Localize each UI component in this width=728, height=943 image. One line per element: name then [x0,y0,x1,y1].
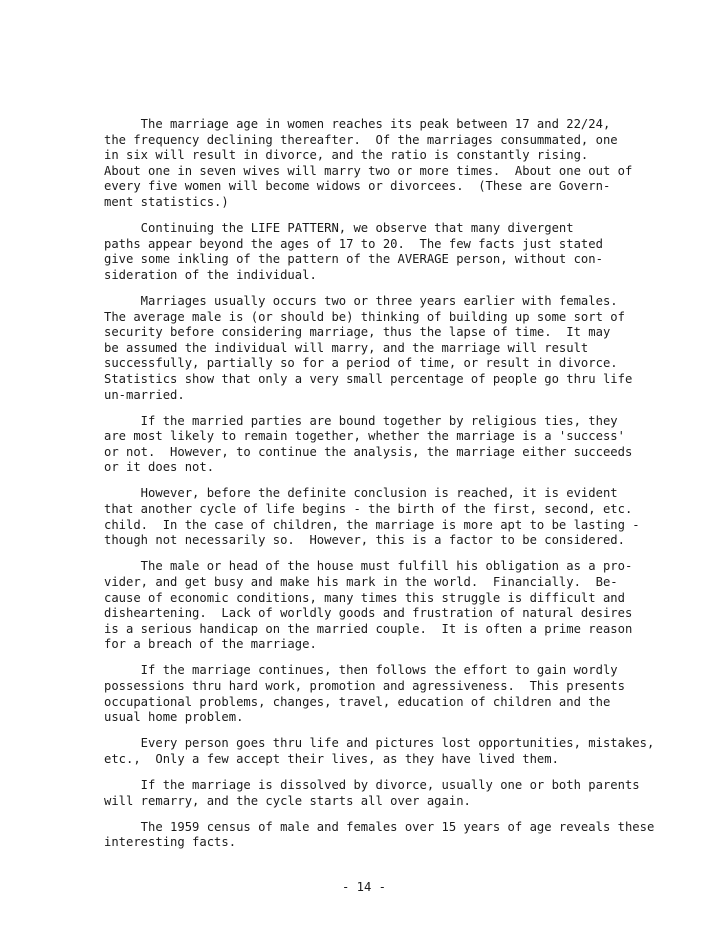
text-line: the frequency declining thereafter. Of the marriages consummated, one [104,132,618,147]
text-line: paths appear beyond the ages of 17 to 20. The few facts just stated [104,236,603,251]
text-line: Statistics show that only a very small percentage of people go thru life [104,371,633,386]
text-line: interesting facts. [104,835,237,850]
text-line: usual home problem. [104,710,244,725]
page-number: - 14 - [341,880,387,894]
text-line: Continuing the LIFE PATTERN, we observe that many divergent [104,221,574,236]
text-line: for a breach of the marriage. [104,637,317,652]
body-text [104,117,684,861]
text-line: un-married. [104,387,185,402]
text-line: are most likely to remain together, whether the marriage is a 'success' [104,429,625,444]
paragraph [104,559,684,653]
text-line: However, before the definite conclusion is reached, it is evident [104,486,618,501]
text-line: will remarry, and the cycle starts all over again. [104,793,471,808]
paragraph [104,221,684,283]
text-line: If the married parties are bound together by religious ties, they [104,413,618,428]
paragraph [104,663,684,725]
text-line: The 1959 census of male and females over 15 years of age reveals these [104,819,655,834]
paragraph [104,414,684,476]
text-line: child. In the case of children, the marriage is more apt to be lasting - [104,517,640,532]
text-line: Every person goes thru life and pictures lost opportunities, mistakes, [104,736,655,751]
text-line: About one in seven wives will marry two or more times. About one out of [104,163,633,178]
text-line: is a serious handicap on the married couple. It is often a prime reason [104,621,633,636]
text-line: disheartening. Lack of worldly goods and frustration of natural desires [104,606,633,621]
paragraph [104,736,684,767]
text-line: that another cycle of life begins - the birth of the first, second, etc. [104,502,633,517]
text-line: ment statistics.) [104,194,229,209]
text-line: successfully, partially so for a period of time, or result in divorce. [104,356,618,371]
text-line: The average male is (or should be) thinking of building up some sort of [104,309,625,324]
paragraph [104,820,684,851]
text-line: sideration of the individual. [104,267,317,282]
text-line: If the marriage is dissolved by divorce, usually one or both parents [104,777,640,792]
text-line: give some inkling of the pattern of the AVERAGE person, without con- [104,252,603,267]
text-line: security before considering marriage, thus the lapse of time. It may [104,325,611,340]
paragraph [104,486,684,548]
text-line: or it does not. [104,460,215,475]
text-line: etc., Only a few accept their lives, as they have lived them. [104,751,559,766]
text-line: possessions thru hard work, promotion and agressiveness. This presents [104,679,625,693]
text-line: vider, and get busy and make his mark in the world. Financially. Be- [104,574,618,589]
paragraph [104,117,684,211]
text-line: every five women will become widows or divorcees. (These are Govern- [104,179,611,194]
text-line: If the marriage continues, then follows the effort to gain wordly [104,663,618,678]
text-line: though not necessarily so. However, this is a factor to be considered. [104,533,625,548]
text-line: The male or head of the house must fulfill his obligation as a pro- [104,559,633,574]
text-line: Marriages usually occurs two or three years earlier with females. [104,293,618,308]
text-line: in six will result in divorce, and the ratio is constantly rising. [104,148,589,163]
text-line: occupational problems, changes, travel, education of children and the [104,694,611,709]
paragraph [104,778,684,809]
text-line: be assumed the individual will marry, and the marriage will result [104,340,589,355]
text-line: The marriage age in women reaches its peak between 17 and 22/24, [104,117,611,131]
paragraph [104,294,684,403]
text-line: or not. However, to continue the analysis, the marriage either succeeds [104,444,633,459]
text-line: cause of economic conditions, many times this struggle is difficult and [104,590,625,605]
